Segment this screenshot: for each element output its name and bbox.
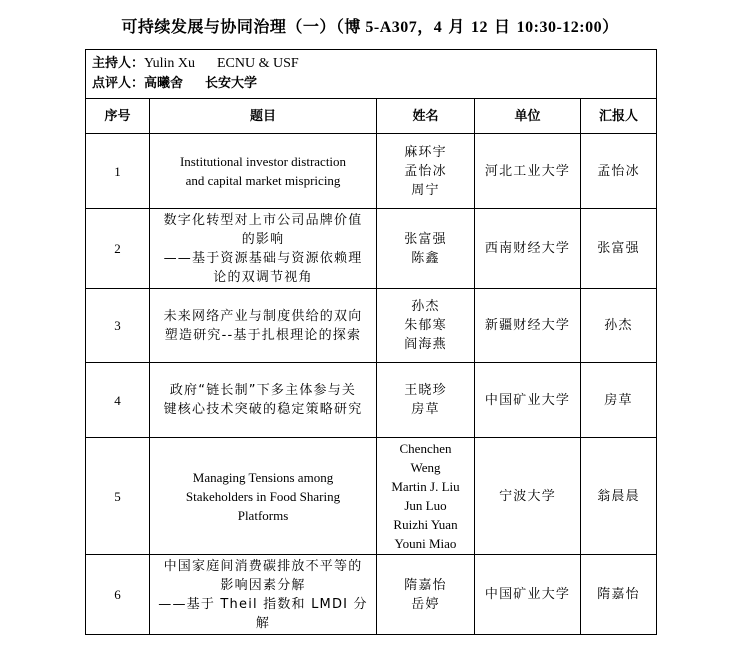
header-unit: 单位 (475, 99, 581, 134)
table-row (86, 289, 657, 363)
row-unit: 中国矿业大学 (475, 555, 581, 635)
row-no: 4 (86, 363, 150, 438)
row-no: 1 (86, 134, 150, 209)
topic-line: 中国家庭间消费碳排放不平等的 (163, 558, 363, 574)
title-close: ） (602, 17, 619, 36)
row-no: 2 (86, 209, 150, 289)
page-title (0, 14, 740, 37)
row-presenter: 张富强 (581, 209, 657, 289)
row-unit: 河北工业大学 (475, 134, 581, 209)
author-name: 孙杰 (411, 299, 440, 314)
reviewer-label: 点评人： (92, 76, 145, 91)
row-no: 6 (86, 555, 150, 635)
host-name: Yulin Xu (144, 56, 195, 71)
header-topic: 题目 (150, 99, 377, 134)
host-row (86, 50, 657, 99)
topic-line: 数字化转型对上市公司品牌价值 (163, 212, 363, 228)
author-name: 周宁 (411, 182, 440, 198)
title-sep: ， (417, 17, 434, 36)
row-topic (150, 134, 377, 209)
row-topic (150, 555, 377, 635)
host-label: 主持人： (92, 56, 145, 71)
topic-line: 未来网络产业与制度供给的双向 (163, 308, 363, 324)
table-row (86, 363, 657, 438)
author-name: 麻环宇 (404, 144, 447, 160)
author-name: 岳婷 (411, 596, 440, 612)
row-presenter: 孙杰 (581, 289, 657, 363)
author-name: 陈鑫 (411, 250, 440, 266)
row-presenter: 孟怡冰 (581, 134, 657, 209)
title-time: 10:30-12:00 (516, 19, 603, 36)
row-topic (150, 209, 377, 289)
host-cell (86, 50, 657, 99)
author-name: Martin J. Liu (391, 479, 460, 494)
row-presenter: 翁晨晨 (581, 438, 657, 555)
title-month-num: 4 (433, 19, 443, 36)
reviewer-name: 高曦舍 (144, 76, 184, 91)
row-names (377, 438, 475, 555)
topic-line: Managing Tensions among (192, 469, 334, 485)
row-unit: 中国矿业大学 (475, 363, 581, 438)
row-topic (150, 438, 377, 555)
row-topic (150, 289, 377, 363)
row-names (377, 289, 475, 363)
table-row (86, 209, 657, 289)
author-name: 隋嘉怡 (404, 577, 447, 593)
author-name: Youni Miao (394, 536, 457, 551)
table-row (86, 555, 657, 635)
row-topic (150, 363, 377, 438)
author-name: 朱郁寒 (404, 318, 447, 333)
topic-line: 政府“链长制”下多主体参与关 (169, 383, 357, 398)
title-month: 月 (442, 17, 471, 36)
host-org: ECNU & USF (216, 56, 299, 71)
row-names (377, 134, 475, 209)
row-unit: 西南财经大学 (475, 209, 581, 289)
topic-line: 影响因素分解 (220, 577, 306, 593)
author-name: Ruizhi Yuan (393, 517, 458, 532)
topic-line: 塑造研究--基于扎根理论的探索 (164, 327, 362, 343)
title-day-num: 12 (470, 19, 488, 36)
reviewer-org: 长安大学 (205, 76, 258, 91)
topic-line: Institutional investor distraction (179, 154, 347, 169)
schedule-table (85, 49, 657, 635)
row-names (377, 209, 475, 289)
author-name: 阎海燕 (404, 337, 447, 352)
row-presenter: 隋嘉怡 (581, 555, 657, 635)
header-presenter: 汇报人 (581, 99, 657, 134)
topic-line: ——基于 Theil 指数和 LMDI 分 (158, 596, 368, 612)
row-unit: 新疆财经大学 (475, 289, 581, 363)
title-room: 5-A307 (360, 19, 418, 36)
author-name: 张富强 (404, 231, 447, 247)
author-name: Jun Luo (404, 498, 447, 513)
topic-line: Platforms (237, 507, 289, 523)
reviewer-line (92, 74, 653, 94)
row-names (377, 555, 475, 635)
header-names: 姓名 (377, 99, 475, 134)
author-name: 王晓珍 (404, 383, 447, 398)
row-no: 3 (86, 289, 150, 363)
topic-line: ——基于资源基础与资源依赖理 (163, 250, 363, 266)
title-main: 可持续发展与协同治理（一）（博 (121, 17, 361, 36)
table-row (86, 134, 657, 209)
topic-line: Stakeholders in Food Sharing (185, 488, 341, 504)
author-name: Chenchen (399, 441, 452, 456)
header-row (86, 99, 657, 134)
topic-line: 解 (255, 615, 271, 631)
row-no: 5 (86, 438, 150, 555)
host-line (92, 54, 653, 74)
title-day: 日 (487, 17, 517, 36)
topic-line: 键核心技术突破的稳定策略研究 (163, 402, 363, 417)
row-presenter: 房草 (581, 363, 657, 438)
table-row (86, 438, 657, 555)
row-names (377, 363, 475, 438)
topic-line: 的影响 (241, 231, 285, 247)
header-no: 序号 (86, 99, 150, 134)
author-name: 房草 (411, 402, 440, 417)
author-name: Weng (410, 460, 441, 475)
topic-line: and capital market mispricing (185, 173, 341, 188)
row-unit: 宁波大学 (475, 438, 581, 555)
author-name: 孟怡冰 (404, 163, 447, 179)
topic-line: 论的双调节视角 (213, 269, 313, 285)
